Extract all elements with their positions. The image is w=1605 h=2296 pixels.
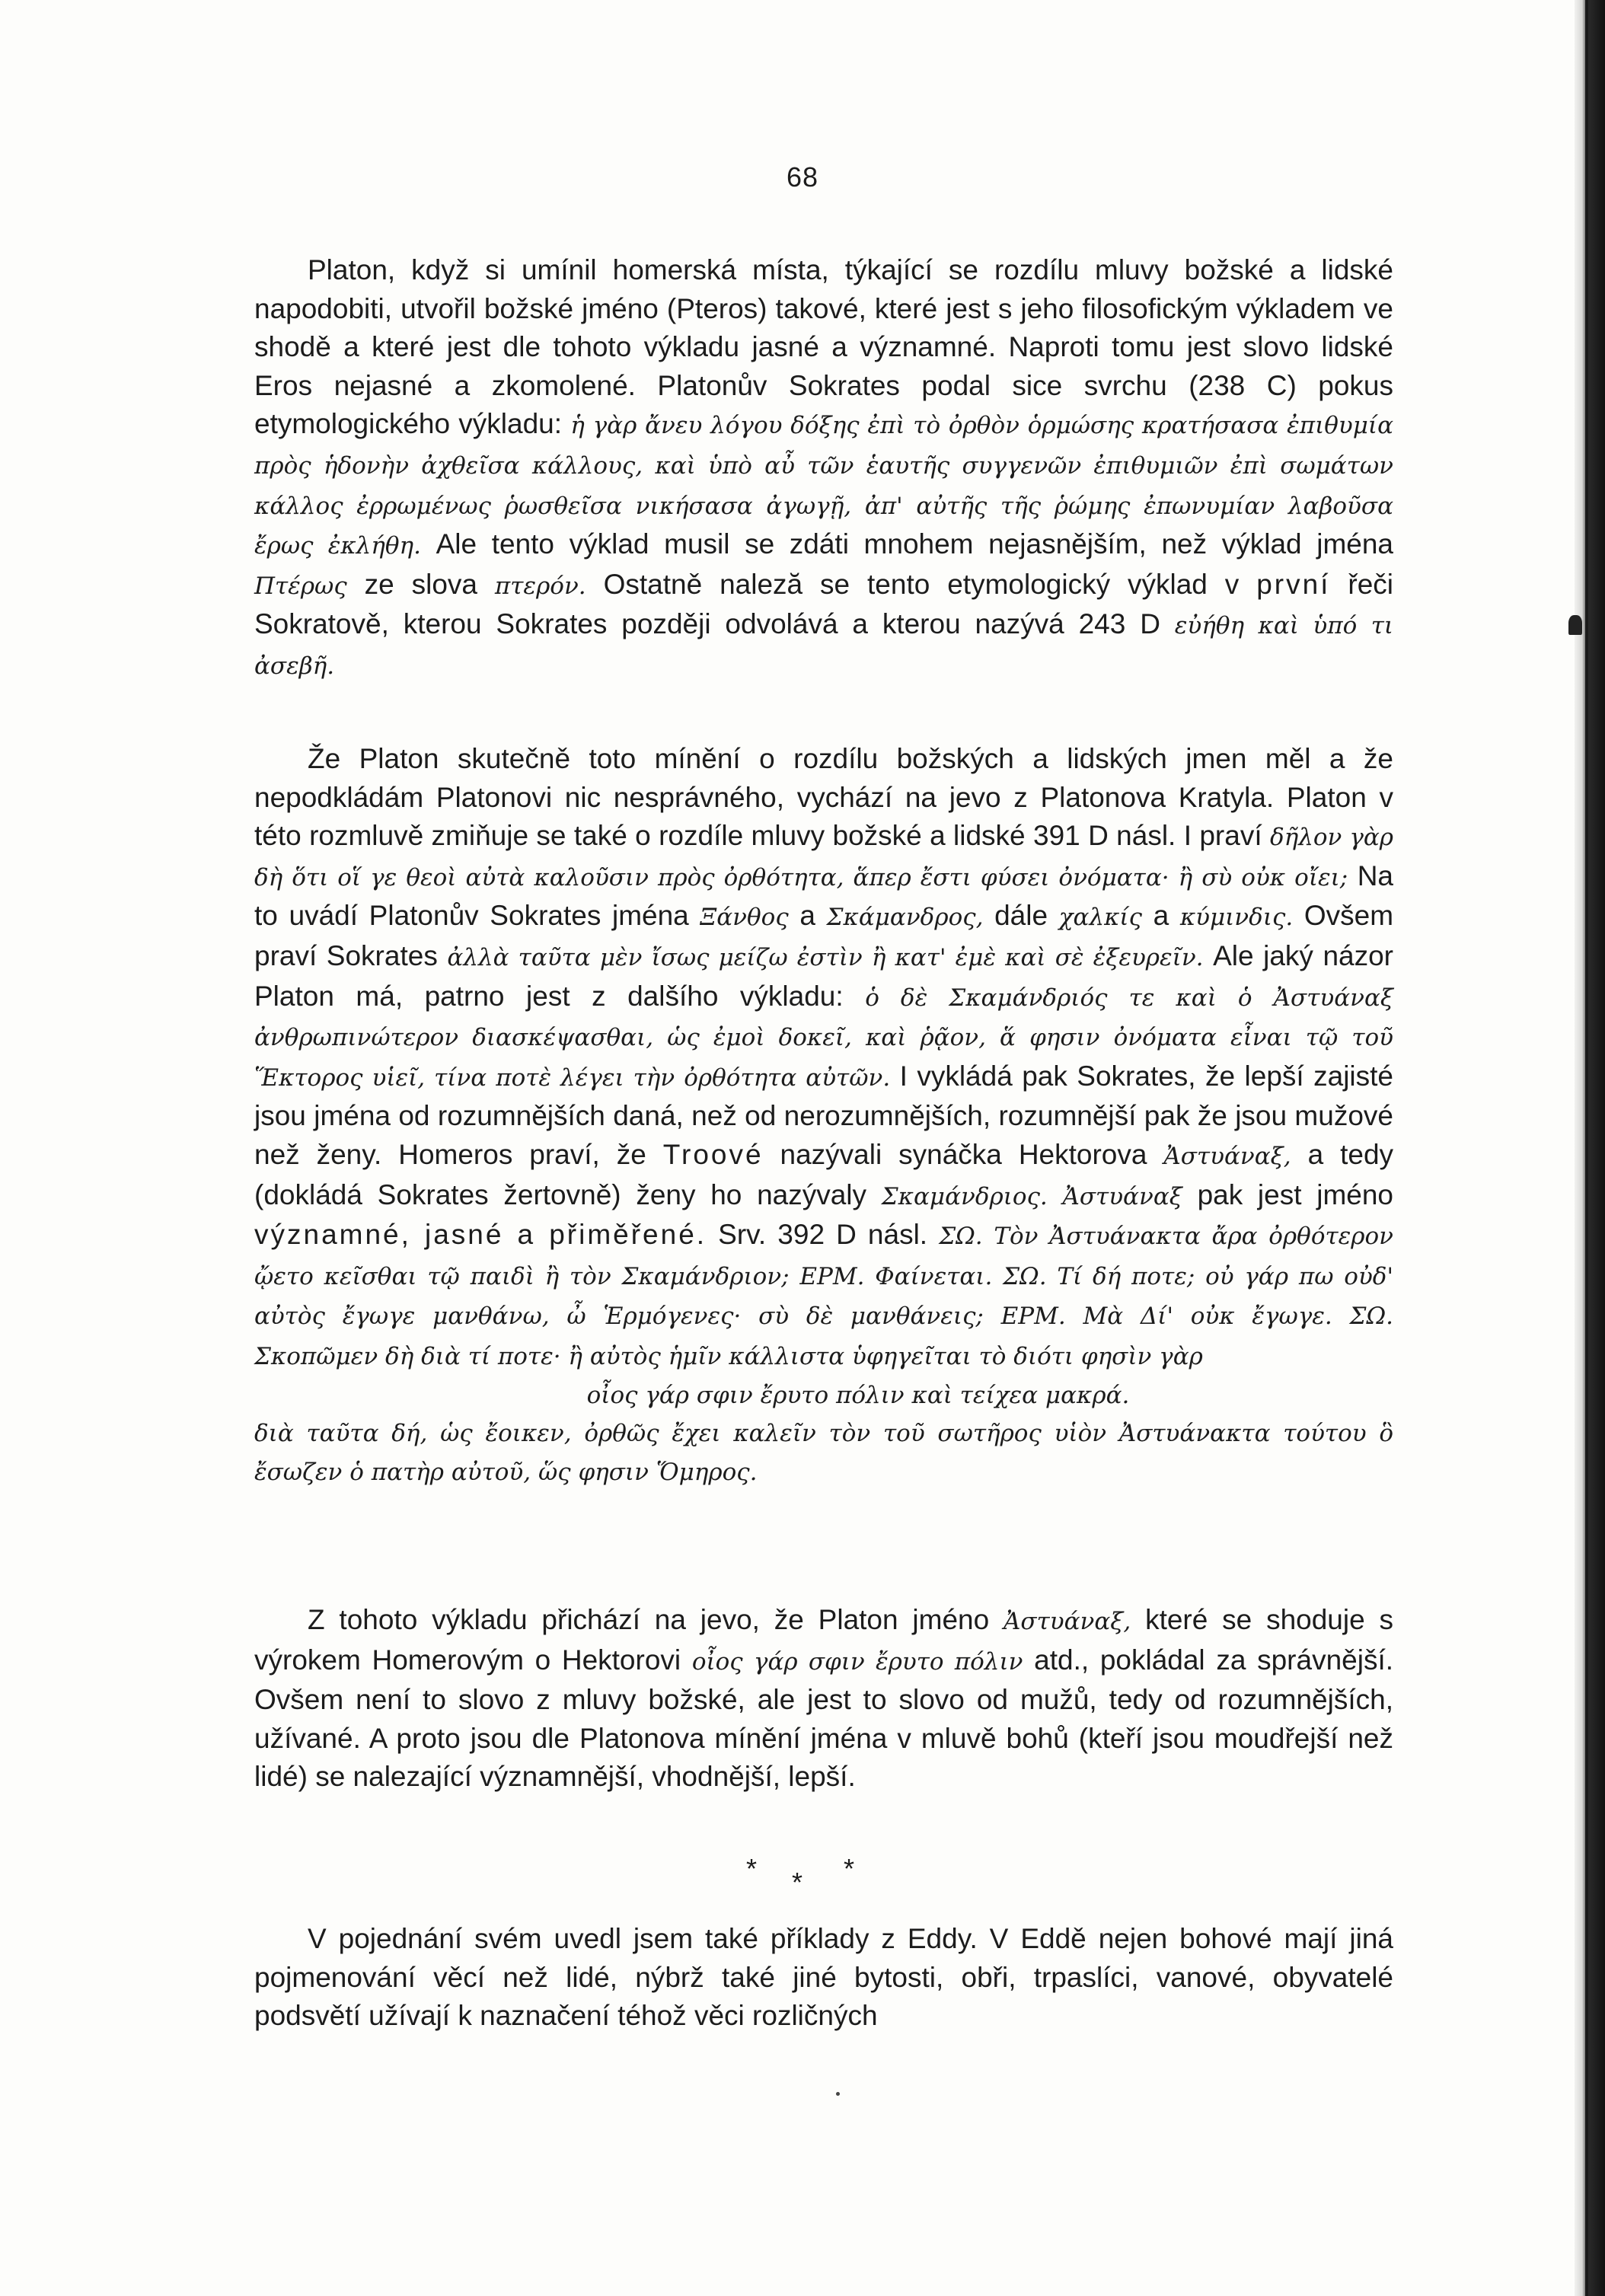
print-speck bbox=[836, 2092, 840, 2096]
p2-greek-5: κύμινδις. bbox=[1179, 904, 1294, 932]
p2-greek-13: διὰ ταῦτα δή, ὡς ἔοικεν, ὀρθῶς ἔχει καλεῖν τὸν τοῦ σωτῆρος υἱὸν Ἀστυάνακτα τούτου ὃ ἔσωζεν ὁ πατὴρ αὐτοῦ, ὥς φησιν Ὅμηρος. bbox=[254, 1420, 1393, 1486]
page-edge-shadow bbox=[1575, 0, 1605, 2296]
p3-greek-1: Ἀστυάναξ, bbox=[1004, 1608, 1131, 1635]
paragraph-1 bbox=[254, 251, 1393, 686]
asterisk: * bbox=[746, 1853, 758, 1884]
p1-greek-2: Πτέρως bbox=[254, 572, 347, 600]
p1-greek-1: ἡ γὰρ ἄνευ λόγου δόξης ἐπὶ τὸ ὀρθὸν ὁρμώσης κρατήσασα ἐπιθυμία πρὸς ἡδονὴν ἀχθεῖσα κάλλους, καὶ ὑπὸ αὖ τῶν ἑαυτῆς συγγενῶν ἐπιθυμιῶν ἐπὶ σωμάτων κάλλος ἐρρωμένως ῥωσθεῖσα νικήσασα ἀγωγῇ, ἀπ' αὐτῆς τῆς ῥώμης ἐπωνυμίαν λαβοῦσα ἔρως ἐκλήθη. bbox=[254, 412, 1394, 560]
margin-mark bbox=[1568, 615, 1582, 635]
paragraph-4 bbox=[254, 1920, 1393, 2036]
p1-greek-3: πτερόν. bbox=[494, 572, 586, 600]
paragraph-2 bbox=[254, 740, 1393, 1491]
p2-text-5: a bbox=[1153, 900, 1169, 932]
asterisk: * bbox=[792, 1867, 803, 1898]
p2-text-2: Na to uvádí Platonův Sokrates jména bbox=[254, 859, 1394, 932]
p2-greek-9: Σκαμάνδριος. bbox=[881, 1182, 1048, 1210]
p2-text-1: Že Platon skutečně toto mínění o rozdílu božských a lidských jmen měl a že nepodkládám Platonovi nic nesprávného, vychází na jevo z Platonova Kratyla. Platon v této rozmluvě zmiňuje se také o rozdíle mluvy božské a lidské 391 D násl. I praví bbox=[254, 743, 1393, 852]
asterisk: * bbox=[844, 1853, 855, 1884]
p3-text-2: které se shoduje s výrokem Homerovým o Hektorovi bbox=[254, 1604, 1394, 1676]
p2-greek-3: Σκάμανδρος, bbox=[826, 904, 984, 932]
section-separator bbox=[731, 1853, 929, 1899]
p4-text-1: V pojednání svém uvedl jsem také příklady z Eddy. V Eddě nejen bohové mají jiná pojmenování věcí než lidé, nýbrž také jiné bytosti, obři, trpaslíci, vanové, obyvatelé podsvětí užívají k naznačení téhož věci rozličných bbox=[254, 1923, 1393, 2032]
p1-text-2: Ale tento výklad musil se zdáti mnohem nejasnějším, než výklad jména bbox=[436, 528, 1394, 560]
p2-text-8b: Troové bbox=[662, 1138, 764, 1170]
p1-text-1: Platon, když si umínil homerská místa, týkající se rozdílu mluvy božské a lidské napodobiti, utvořil božské jméno (Pteros) takové, které jest s jeho filosofickým výkladem ve shodě a které jest dle tohoto výkladu jasné a významné. Naproti tomu jest slovo lidské Eros nejasné a zkomolené. Platonův Sokrates podal sice svrchu (238 C) pokus etymologického výkladu: bbox=[254, 254, 1393, 440]
p2-text-3: a bbox=[799, 900, 815, 932]
p2-greek-2: Ξάνθος bbox=[700, 904, 789, 932]
p2-greek-7: ὁ δὲ Σκαμάνδριός τε καὶ ὁ Ἀστυάναξ ἀνθρωπινώτερον διασκέψασθαι, ὡς ἐμοὶ δοκεῖ, καὶ ῥᾷον, ἅ φησιν ὀνόματα εἶναι τῷ τοῦ Ἕκτορος υἱεῖ, τίνα ποτὲ λέγει τὴν ὀρθότητα αὐτῶν. bbox=[254, 984, 1394, 1092]
page-edge-line bbox=[1585, 0, 1588, 2296]
p2-greek-4: χαλκίς bbox=[1058, 904, 1142, 932]
p2-greek-8: Ἀστυάναξ, bbox=[1163, 1142, 1291, 1170]
p2-text-10c: Srv. 392 D násl. bbox=[718, 1219, 928, 1251]
p2-text-9: a tedy (dokládá Sokrates žertovně) ženy ho nazývaly bbox=[254, 1138, 1394, 1210]
p2-text-8c: nazývali synáčka Hektorova bbox=[780, 1138, 1147, 1170]
p2-text-7: Ale jaký názor Platon má, patrno jest z dalšího výkladu: bbox=[254, 939, 1394, 1012]
page-number: 68 bbox=[786, 161, 819, 193]
p2-greek-11: ΣΩ. Τὸν Ἀστυάνακτα ἄρα ὀρθότερον ᾤετο κεῖσθαι τῷ παιδὶ ἢ τὸν Σκαμάνδριον; ΕΡΜ. Φαίνεται. ΣΩ. Τί δή ποτε; οὐ γάρ πω οὐδ' αὐτὸς ἔγωγε μανθάνω, ὦ Ἑρμόγενες· σὺ δὲ μανθάνεις; ΕΡΜ. Μὰ Δί' οὐκ ἔγωγε. ΣΩ. Σκοπῶμεν δὴ διὰ τί ποτε· ἢ αὐτὸς ἡμῖν κάλλιστα ὑφηγεῖται τὸ διότι φησὶν γὰρ bbox=[254, 1223, 1394, 1370]
p2-text-10b: významné, jasné a přiměřené. bbox=[254, 1219, 707, 1251]
paragraph-3 bbox=[254, 1601, 1393, 1797]
p1-text-4c: řeči Sokratově, kterou Sokrates později odvolává a kterou nazývá 243 D bbox=[254, 568, 1394, 640]
p2-greek-1: δῆλον γὰρ δὴ ὅτι οἵ γε θεοὶ αὐτὰ καλοῦσιν πρὸς ὀρθότητα, ἅπερ ἔστι φύσει ὀνόματα· ἢ σὺ οὐκ οἴει; bbox=[254, 824, 1394, 891]
p2-greek-6: ἀλλὰ ταῦτα μὲν ἴσως μείζω ἐστὶν ἢ κατ' ἐμὲ καὶ σὲ ἐξευρεῖν. bbox=[447, 943, 1204, 971]
p3-greek-2: οἶος γάρ σφιν ἔρυτο πόλιν bbox=[691, 1647, 1023, 1676]
p3-text-1: Z tohoto výkladu přichází na jevo, že Platon jméno bbox=[308, 1604, 990, 1635]
p2-greek-10: Ἀστυάναξ bbox=[1062, 1182, 1182, 1210]
p3-text-3: atd., pokládal za správnější. Ovšem není to slovo z mluvy božské, ale jest to slovo od mužů, tedy od rozumnějších, užívané. A proto jsou dle Platonova mínění jména v mluvě bohů (kteří jsou moudřejší než lidé) se nalezající významnější, vhodnější, lepší. bbox=[254, 1644, 1394, 1793]
p2-text-8: I vykládá pak Sokrates, že lepší zajisté jsou jména od rozumnějších daná, než od nerozumnějších, rozumnější pak že jsou mužové než ženy. Homeros praví, že bbox=[254, 1060, 1394, 1170]
p1-text-4: Ostatně naleză se tento etymologický výklad v bbox=[603, 568, 1240, 600]
p2-text-6: Ovšem praví Sokrates bbox=[254, 900, 1394, 971]
p2-text-10: pak jest jméno bbox=[1197, 1178, 1394, 1210]
p1-text-3: ze slova bbox=[364, 568, 477, 600]
p1-greek-4: εὐήθη καὶ ὑπό τι ἀσεβῆ. bbox=[254, 612, 1393, 680]
p2-greek-quote-verse: οἶος γάρ σφιν ἔρυτο πόλιν καὶ τείχεα μακρά. bbox=[586, 1381, 1130, 1409]
p1-text-4b: první bbox=[1256, 568, 1331, 600]
p2-text-4: dále bbox=[994, 900, 1048, 932]
